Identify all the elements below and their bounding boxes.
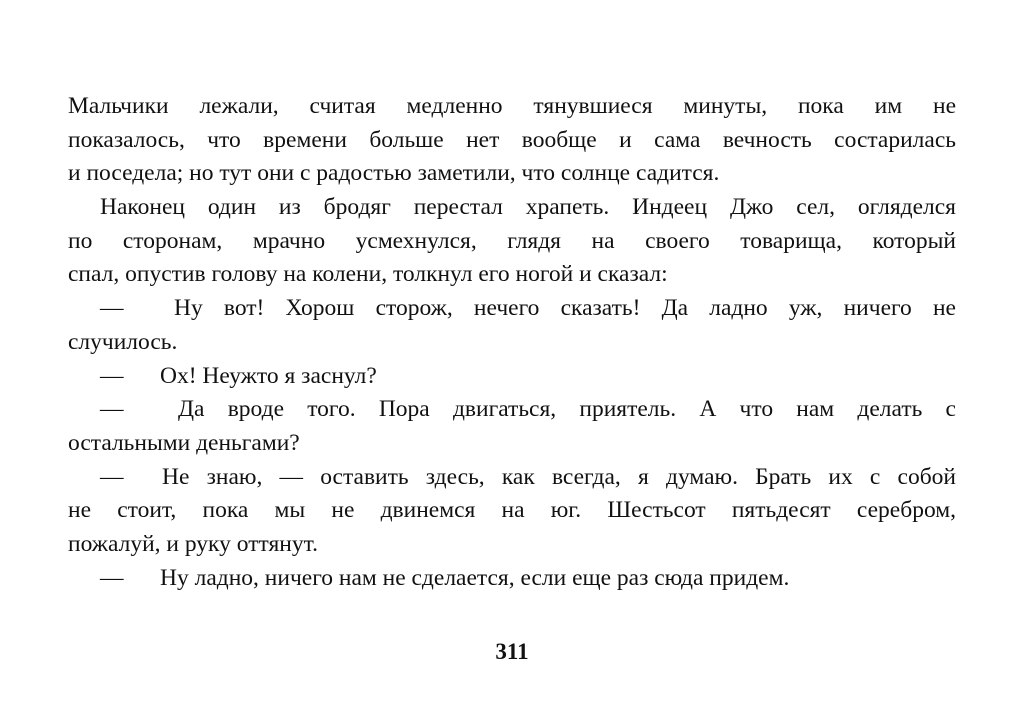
text-line: не стоит, пока мы не двинемся на юг. Шестьсот пятьдесят серебром,: [68, 497, 956, 524]
text-line: по сторонам, мрачно усмехнулся, глядя на своего товарища, который: [68, 227, 956, 254]
dialogue-text: Не знаю, — оставить здесь, как всегда, я думаю. Брать их с собой: [162, 463, 956, 490]
dialogue-text: Ну ладно, ничего нам не сделается, если еще раз сюда придем.: [160, 564, 790, 591]
dialogue-line: [68, 461, 956, 495]
dialogue-line: [68, 393, 956, 427]
text-line: Мальчики лежали, считая медленно тянувшиеся минуты, пока им не: [68, 93, 956, 119]
em-dash: —: [100, 396, 124, 423]
text-line: пожалуй, и руку оттянут.: [68, 530, 318, 557]
dialogue-text: Ну вот! Хорош сторож, нечего сказать! Да ладно уж, ничего не: [174, 295, 956, 322]
dialogue-text: Да вроде того. Пора двигаться, приятель. А что нам делать с: [178, 396, 956, 423]
page-text: [68, 90, 956, 595]
em-dash: —: [100, 362, 124, 389]
dialogue-text: Ох! Неужто я заснул?: [160, 362, 377, 389]
em-dash: —: [100, 463, 124, 490]
em-dash: —: [100, 295, 124, 322]
text-line: и поседела; но тут они с радостью заметили, что солнце садится.: [68, 160, 720, 187]
text-line: показалось, что времени больше нет вообще и сама вечность состарилась: [68, 126, 956, 153]
text-line: спал, опустив голову на колени, толкнул его ногой и сказал:: [68, 261, 668, 288]
text-line: случилось.: [68, 328, 178, 355]
dialogue-line: [68, 562, 956, 596]
dialogue-line: [68, 292, 956, 326]
text-line: остальными деньгами?: [68, 429, 300, 456]
page-number: 311: [495, 639, 529, 664]
em-dash: —: [100, 564, 124, 591]
dialogue-line: [68, 360, 956, 394]
text-line: Наконец один из бродяг перестал храпеть. Индеец Джо сел, огляделся: [100, 194, 956, 221]
